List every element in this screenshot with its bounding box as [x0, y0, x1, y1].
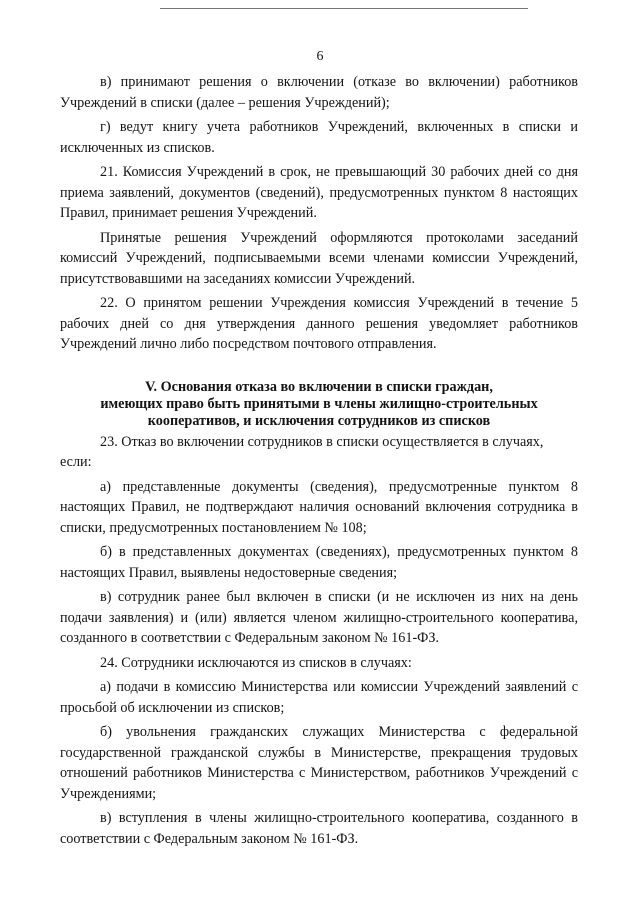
paragraph-v: в) принимают решения о включении (отказе во включении) работников Учреждений в списки (далее – решения Учреждений); [60, 74, 578, 111]
section-heading-line: кооперативов, и исключения сотрудников из списков [147, 412, 491, 429]
document-body [60, 72, 578, 849]
section-heading-line: V. Основания отказа во включении в списки граждан, [145, 378, 493, 395]
paragraph-23-continuation: если: [60, 454, 92, 470]
section-heading [60, 379, 578, 430]
paragraph-24: 24. Сотрудники исключаются из списков в случаях: [100, 654, 412, 671]
paragraph-24-b: б) увольнения гражданских служащих Министерства с федеральной государственной гражданской службы в Министерстве, прекращения трудовых отношений работников Министерства с Министерством, работников Учреждений с Учреждениями; [60, 724, 578, 802]
paragraph-22: 22. О принятом решении Учреждения комиссия Учреждений в течение 5 рабочих дней со дня утверждения данного решения уведомляет работников Учреждений лично либо посредством почтового отправления. [60, 295, 578, 352]
paragraph-24-v: в) вступления в члены жилищно-строительного кооператива, созданного в соответствии с Федеральным законом № 161-ФЗ. [60, 810, 578, 847]
paragraph-21: 21. Комиссия Учреждений в срок, не превышающий 30 рабочих дней со дня приема заявлений, документов (сведений), предусмотренных пунктом 8 настоящих Правил, принимает решения Учреждений. [60, 164, 578, 221]
page-number: 6 [316, 49, 324, 64]
paragraph-24-a: а) подачи в комиссию Министерства или комиссии Учреждений заявлений с просьбой об исключении из списков; [60, 679, 578, 716]
paragraph-decisions: Принятые решения Учреждений оформляются протоколами заседаний комиссий Учреждений, подписываемыми всеми членами комиссии Учреждений, присутствовавшими на заседаниях комиссии Учреждений. [60, 229, 578, 287]
paragraph-23-v: в) сотрудник ранее был включен в списки (и не исключен из них на день подачи заявления) и (или) является членом жилищно-строительного кооператива, созданного в соответствии с Федеральным законом № 161-ФЗ. [60, 589, 578, 646]
scan-top-rule [160, 8, 528, 9]
paragraph-23-b: б) в представленных документах (сведениях), предусмотренных пунктом 8 настоящих Правил, выявлены недостоверные сведения; [60, 544, 578, 581]
section-heading-line: имеющих право быть принятыми в члены жилищно-строительных [100, 395, 538, 412]
paragraph-23: 23. Отказ во включении сотрудников в списки осуществляется в случаях, [100, 433, 544, 450]
paragraph-g: г) ведут книгу учета работников Учреждений, включенных в списки и исключенных из списков. [60, 119, 578, 156]
paragraph-23-a: а) представленные документы (сведения), предусмотренные пунктом 8 настоящих Правил, не подтверждают наличия оснований включения сотрудника в списки, предусмотренных постановлением № 108; [60, 478, 578, 536]
